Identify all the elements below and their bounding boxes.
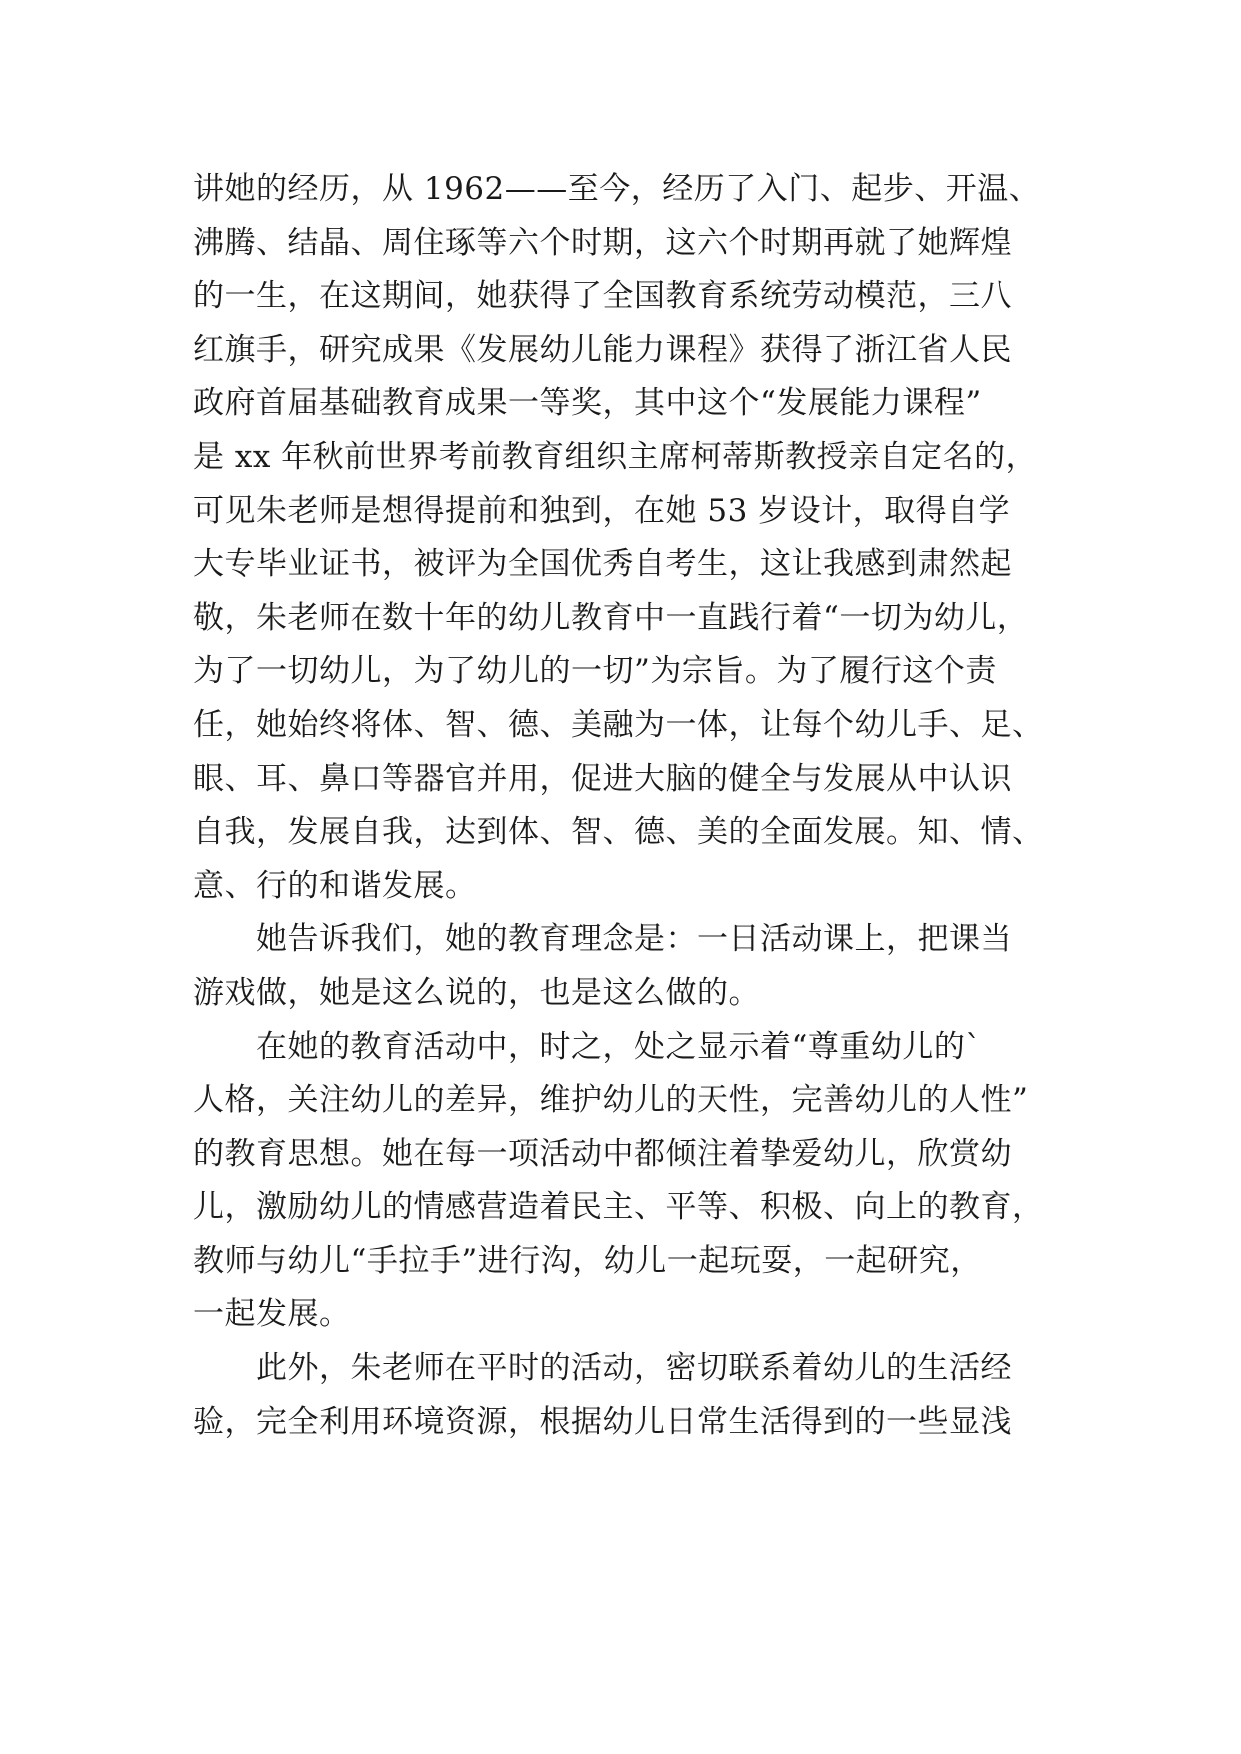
text-line: 自我，发展自我，达到体、智、德、美的全面发展。知、情、 (193, 814, 1044, 851)
text-line: 的一生，在这期间，她获得了全国教育系统劳动模范，三八 (193, 278, 1012, 315)
text-line: 意、行的和谐发展。 (193, 867, 477, 904)
text-line: 讲她的经历，从 1962——至今，经历了入门、起步、开温、 (193, 171, 1041, 207)
text-line: 人格，关注幼儿的差异，维护幼儿的天性，完善幼儿的人性” (193, 1082, 1029, 1119)
body-text (193, 163, 1053, 1449)
text-line: 任，她始终将体、智、德、美融为一体，让每个幼儿手、足、 (193, 706, 1044, 743)
text-line: 可见朱老师是想得提前和独到，在她 53 岁设计，取得自学 (193, 492, 1011, 529)
text-line: 沸腾、结晶、周住琢等六个时期，这六个时期再就了她辉煌 (193, 224, 1012, 261)
text-line: 红旗手，研究成果《发展幼儿能力课程》获得了浙江省人民 (193, 331, 1012, 368)
paragraph-first-line: 她告诉我们，她的教育理念是：一日活动课上，把课当 (256, 921, 1012, 958)
text-line: 大专毕业证书，被评为全国优秀自考生，这让我感到肃然起 (193, 546, 1012, 583)
text-line: 为了一切幼儿，为了幼儿的一切”为宗旨。为了履行这个责 (193, 653, 997, 690)
text-line: 是 xx 年秋前世界考前教育组织主席柯蒂斯教授亲自定名的， (193, 438, 1038, 475)
text-line: 眼、耳、鼻口等器官并用，促进大脑的健全与发展从中认识 (193, 760, 1012, 797)
text-line: 的教育思想。她在每一项活动中都倾注着挚爱幼儿，欣赏幼 (193, 1135, 1012, 1172)
text-line: 教师与幼儿“手拉手”进行沟，幼儿一起玩耍，一起研究， (193, 1242, 982, 1279)
text-line: 政府首届基础教育成果一等奖，其中这个“发展能力课程” (193, 385, 982, 422)
text-line: 游戏做，她是这么说的，也是这么做的。 (193, 974, 760, 1011)
text-line: 验，完全利用环境资源，根据幼儿日常生活得到的一些显浅 (193, 1403, 1012, 1440)
text-line: 敬，朱老师在数十年的幼儿教育中一直践行着“一切为幼儿， (193, 599, 1029, 636)
text-line: 一起发展。 (193, 1296, 351, 1333)
paragraph-first-line: 在她的教育活动中，时之，处之显示着“尊重幼儿的` (256, 1028, 982, 1065)
paragraph-first-line: 此外，朱老师在平时的活动，密切联系着幼儿的生活经 (256, 1350, 1012, 1387)
text-line: 儿，激励幼儿的情感营造着民主、平等、积极、向上的教育， (193, 1189, 1044, 1226)
